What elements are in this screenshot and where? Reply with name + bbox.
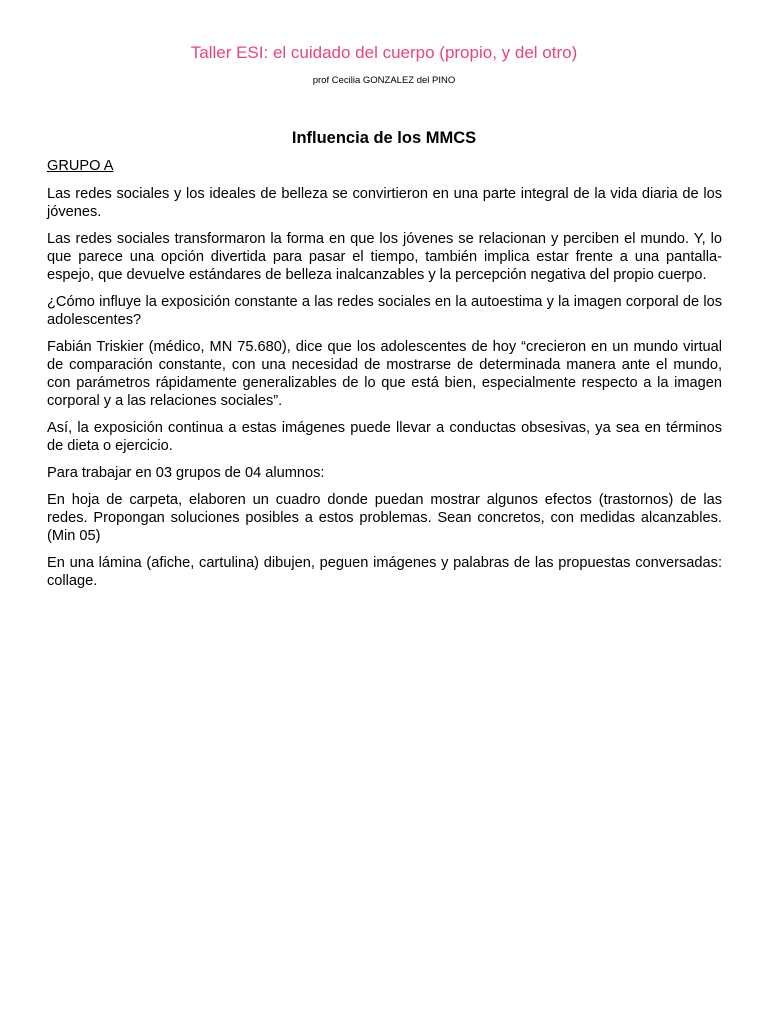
document-title: Influencia de los MMCS — [291, 129, 477, 147]
header-author: prof Cecilia GONZALEZ del PINO — [312, 75, 456, 86]
paragraph: Así, la exposición continua a estas imágenes puede llevar a conductas obsesivas, ya sea en términos de dieta o ejercicio. — [47, 420, 722, 454]
paragraph: ¿Cómo influye la exposición constante a las redes sociales en la autoestima y la imagen corporal de los adolescentes? — [47, 294, 722, 328]
paragraph: Fabián Triskier (médico, MN 75.680), dice que los adolescentes de hoy “crecieron en un mundo virtual de comparación constante, con una necesidad de mostrarse de determinada manera ante el mundo, con parámetros rápidamente generalizables de lo que está bien, especialmente respecto a la imagen corporal y a las relaciones sociales”. — [47, 339, 722, 409]
header-title: Taller ESI: el cuidado del cuerpo (propio, y del otro) — [190, 43, 578, 62]
document-body — [47, 157, 722, 599]
paragraph: Las redes sociales transformaron la forma en que los jóvenes se relacionan y perciben el mundo. Y, lo que parece una opción divertida para pasar el tiempo, también implica estar frente a una pantalla-espejo, que devuelve estándares de belleza inalcanzables y la percepción negativa del propio cuerpo. — [47, 231, 722, 283]
paragraph: Las redes sociales y los ideales de belleza se convirtieron en una parte integral de la vida diaria de los jóvenes. — [47, 186, 722, 220]
paragraph: Para trabajar en 03 grupos de 04 alumnos: — [47, 465, 325, 481]
group-label: GRUPO A — [47, 158, 114, 174]
paragraph: En hoja de carpeta, elaboren un cuadro donde puedan mostrar algunos efectos (trastornos) de las redes. Propongan soluciones posibles a estos problemas. Sean concretos, con medidas alcanzables. (Min 05) — [47, 492, 722, 544]
paragraph: En una lámina (afiche, cartulina) dibujen, peguen imágenes y palabras de las propuestas conversadas: collage. — [47, 555, 722, 589]
